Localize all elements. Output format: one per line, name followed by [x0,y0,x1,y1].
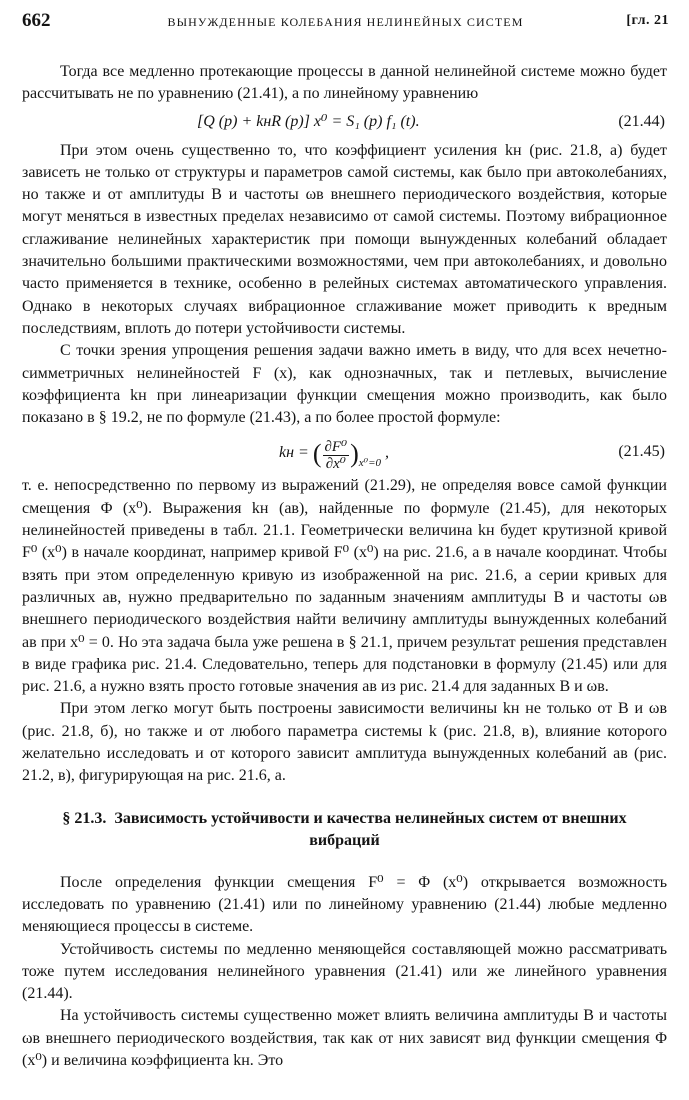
equation-21-45-number: (21.45) [618,443,665,461]
evaluation-condition: x⁰=0 [358,457,381,470]
fraction-numerator: ∂F⁰ [324,439,348,456]
section-heading [44,808,645,852]
equation-21-45-expression: kн = ( $\frac{\text{∂F⁰}}{\text{∂x⁰}}$ )$_{x^0=0}$ , [279,439,389,473]
paragraph-5: При этом легко могут быть построены зависимости величины kн не только от B и ωв (рис. 21.8, б), но также и от любого параметра системы k (рис. 21.8, в), влияние которого желательно исследовать и от которого зависит амплитуда вынужденных колебаний aв (рис. 21.2, в), фигурирующая на рис. 21.6, а. [22,700,667,785]
equation-21-44 [22,106,667,140]
section-title: Зависимость устойчивости и качества нелинейных систем от внешних вибраций [114,809,627,849]
page-body [22,61,667,1072]
equation-21-45-lhs: kн = [279,444,309,462]
paragraph-6: После определения функции смещения F⁰ = Φ (x⁰) открывается возможность исследовать по уравнению (21.41) или по линейному уравнению (21.44) любые медленно меняющиеся процессы в системе. [22,873,667,936]
running-title: ВЫНУЖДЕННЫЕ КОЛЕБАНИЯ НЕЛИНЕЙНЫХ СИСТЕМ [167,15,524,29]
page-number: 662 [22,10,51,31]
partial-derivative-fraction [323,439,350,473]
equation-21-44-expression: [Q (p) + kнR (p)] x⁰ = S₁ (p) f₁ (t). [197,112,420,130]
section-number: § 21.3. [62,809,107,827]
paragraph-7: Устойчивость системы по медленно меняющейся составляющей можно рассматривать тоже путем исследования нелинейного уравнения (21.41) или же линейного уравнения (21.44). [22,940,667,1003]
page-header [22,10,669,36]
equation-21-45 [22,429,667,475]
left-paren: ( [312,439,322,469]
right-paren: ) [350,439,359,469]
paragraph-4: т. е. непосредственно по первому из выражений (21.29), не определяя вовсе самой функции смещения Φ (x⁰). Выражения kн (aв), найденные по формуле (21.45), для некоторых нелинейностей приведены в табл. 21.1. Геометрически величина kн будет крутизной кривой F⁰ (x⁰) в начале координат, например кривой F⁰ (x⁰) на рис. 21.6, а в начале координат. Чтобы взять при этом определенную кривую из изображенной на рис. 21.6, а серии кривых для различных aв, нужно предварительно по заданным значениям амплитуды B и частоты ωв внешнего периодического воздействия найти величину амплитуды вынужденных колебаний aв при x⁰ = 0. Но эта задача была уже решена в § 21.1, причем результат решения представлен в виде графика рис. 21.4. Следовательно, теперь для подстановки в формулу (21.45) или для рис. 21.6, а нужно взять просто готовые значения aв из рис. 21.4 для заданных B и ωв. [22,477,667,696]
paragraph-8: На устойчивость системы существенно может влиять величина амплитуды B и частоты ωв внешнего периодического воздействия, так как от них зависят вид функции смещения Φ (x⁰) и величина коэффициента kн. Это [22,1007,667,1069]
equation-21-44-number: (21.44) [618,112,665,130]
paragraph-2: При этом очень существенно то, что коэффициент усиления kн (рис. 21.8, а) будет зависеть не только от структуры и параметров самой системы, как было при автоколебаниях, но также и от амплитуды B и частоты ωв внешнего периодического воздействия, которые могут меняться в известных пределах независимо от самой системы. Поэтому вибрационное сглаживание нелинейных характеристик при помощи вынужденных колебаний обладает значительно большими практическими возможностями, чем при автоколебаниях, и довольно часто применяется в технике, особенно в релейных системах автоматического управления. Однако в некоторых случаях вибрационное сглаживание может приводить к вредным последствиям, вплоть до потери устойчивости системы. [22,141,667,337]
chapter-marker: [гл. 21 [626,13,669,28]
paragraph-1: Тогда все медленно протекающие процессы в данной нелинейной системе можно будет рассчитывать не по уравнению (21.41), а по линейному уравнению [22,63,667,103]
paragraph-3: С точки зрения упрощения решения задачи важно иметь в виду, что для всех нечетно-симметричных нелинейностей F (x), как однозначных, так и петлевых, вычисление коэффициента kн при линеаризации функции смещения можно производить, как было показано в § 19.2, не по формуле (21.43), а по более простой формуле: [22,342,667,427]
fraction-denominator: ∂x⁰ [325,456,346,473]
